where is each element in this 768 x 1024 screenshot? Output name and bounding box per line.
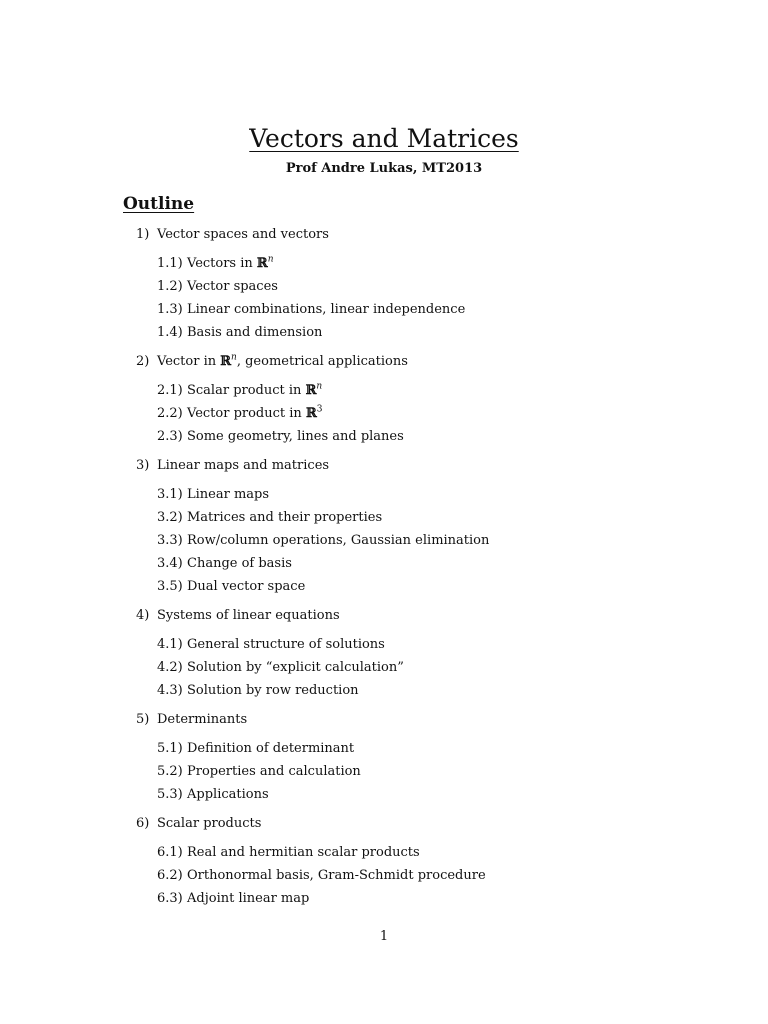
outline-subsection-number: 2.2)	[157, 406, 183, 421]
outline-subsection-text	[187, 891, 309, 906]
outline-section-text: Scalar products	[157, 816, 262, 831]
outline-subsection-number: 3.5)	[157, 579, 183, 594]
outline-subsection	[157, 682, 359, 700]
outline-subsection-text	[187, 637, 385, 652]
outline-subsection-text-pre: Linear combinations, linear independence	[187, 302, 466, 317]
outline-subsection-number: 4.1)	[157, 637, 183, 652]
outline-subsection-text-pre: Real and hermitian scalar products	[187, 845, 420, 860]
outline-subsection-text	[187, 429, 404, 444]
outline-section	[136, 226, 329, 244]
outline-section-number: 6)	[136, 816, 150, 831]
outline-subsection-text-pre: Properties and calculation	[187, 764, 361, 779]
outline-section-text: Determinants	[157, 712, 248, 727]
outline-subsection-text-pre: Some geometry, lines and planes	[187, 429, 404, 444]
outline-subsection	[157, 659, 404, 677]
outline-subsection	[157, 301, 465, 319]
outline-subsection-text-pre: Vector spaces	[187, 279, 278, 294]
outline-subsection-text-pre: General structure of solutions	[187, 637, 385, 652]
outline-section	[136, 607, 340, 625]
outline-subsection	[157, 532, 489, 550]
outline-subsection-text-pre: Basis and dimension	[187, 325, 323, 340]
outline-subsection-text	[187, 325, 322, 340]
outline-subsection-text-pre: Adjoint linear map	[187, 891, 310, 906]
outline-subsection-number: 1.4)	[157, 325, 183, 340]
outline-section-text-pre: Vector in	[157, 354, 221, 369]
outline-subsection-number: 3.2)	[157, 510, 183, 525]
outline-subsection-text	[187, 764, 361, 779]
outline-subsection	[157, 255, 274, 273]
outline-subsection	[157, 486, 269, 504]
outline-subsection-number: 5.1)	[157, 741, 183, 756]
outline-subsection-number: 4.3)	[157, 683, 183, 698]
outline-section-text	[157, 354, 408, 369]
outline-subsection-number: 5.3)	[157, 787, 183, 802]
outline-subsection-text-pre: Applications	[187, 787, 269, 802]
outline-subsection-text	[187, 383, 322, 398]
outline-subsection-text-pre: Scalar product in	[187, 383, 306, 398]
outline-subsection-number: 2.1)	[157, 383, 183, 398]
outline-subsection-text	[187, 279, 278, 294]
outline-section-text: Linear maps and matrices	[157, 458, 330, 473]
outline-subsection-text	[187, 302, 465, 317]
page-number: 1	[379, 929, 389, 944]
outline-section-text-post: , geometrical applications	[236, 354, 408, 369]
outline-subsection-text	[187, 533, 489, 548]
outline-subsection-number: 1.3)	[157, 302, 183, 317]
outline-subsection	[157, 763, 361, 781]
outline-subsection	[157, 740, 354, 758]
outline-subsection-number: 6.1)	[157, 845, 183, 860]
outline-subsection-number: 3.1)	[157, 487, 183, 502]
outline-subsection-text-pre: Vectors in	[187, 256, 257, 271]
outline-subsection-text	[187, 741, 354, 756]
outline-section	[136, 353, 408, 371]
outline-section	[136, 815, 261, 833]
outline-subsection-number: 3.4)	[157, 556, 183, 571]
outline-subsection	[157, 555, 292, 573]
outline-subsection	[157, 844, 420, 862]
real-numbers-symbol: ℝ	[305, 383, 317, 398]
real-numbers-symbol: ℝ	[220, 354, 232, 369]
superscript: n	[231, 352, 237, 363]
outline-section-number: 5)	[136, 712, 150, 727]
outline-section	[136, 457, 329, 475]
outline-subsection	[157, 786, 269, 804]
outline-subsection-text-pre: Change of basis	[187, 556, 292, 571]
outline-subsection-text-pre: Dual vector space	[187, 579, 306, 594]
outline-subsection-text	[187, 406, 322, 421]
outline-section-number: 4)	[136, 608, 150, 623]
outline-subsection-number: 6.3)	[157, 891, 183, 906]
outline-subsection	[157, 428, 404, 446]
outline-section	[136, 711, 247, 729]
outline-section-number: 2)	[136, 354, 150, 369]
outline-subsection-number: 3.3)	[157, 533, 183, 548]
outline-subsection	[157, 867, 486, 885]
outline-subsection-text	[187, 787, 269, 802]
document-title: Vectors and Matrices	[249, 124, 519, 153]
outline-subsection-text-pre: Vector product in	[187, 406, 306, 421]
outline-section-text: Vector spaces and vectors	[157, 227, 329, 242]
outline-subsection-number: 2.3)	[157, 429, 183, 444]
outline-heading: Outline	[123, 194, 195, 214]
outline-subsection-text-pre: Solution by row reduction	[187, 683, 359, 698]
outline-subsection-text-pre: Row/column operations, Gaussian elimination	[187, 533, 490, 548]
outline-subsection	[157, 509, 382, 527]
outline-subsection-text-pre: Linear maps	[187, 487, 270, 502]
outline-subsection-text	[187, 556, 292, 571]
outline-subsection	[157, 278, 278, 296]
outline-subsection-number: 1.2)	[157, 279, 183, 294]
superscript: 3	[316, 404, 323, 415]
outline-subsection	[157, 405, 322, 423]
outline-subsection	[157, 578, 305, 596]
outline-subsection	[157, 890, 309, 908]
document-author: Prof Andre Lukas, MT2013	[285, 161, 483, 176]
outline-subsection-number: 5.2)	[157, 764, 183, 779]
real-numbers-symbol: ℝ	[256, 256, 268, 271]
outline-subsection-text-pre: Orthonormal basis, Gram-Schmidt procedure	[187, 868, 486, 883]
outline-subsection	[157, 382, 322, 400]
outline-subsection-text	[187, 683, 359, 698]
outline-subsection-text	[187, 868, 486, 883]
outline-subsection	[157, 636, 385, 654]
outline-section-number: 3)	[136, 458, 150, 473]
outline-subsection-text-pre: Matrices and their properties	[187, 510, 383, 525]
outline-subsection-text	[187, 579, 305, 594]
outline-subsection-text	[187, 510, 382, 525]
outline-section-number: 1)	[136, 227, 150, 242]
outline-subsection-text	[187, 845, 420, 860]
real-numbers-symbol: ℝ	[305, 406, 317, 421]
outline-subsection-text-pre: Definition of determinant	[187, 741, 355, 756]
outline-subsection-number: 6.2)	[157, 868, 183, 883]
outline-subsection-text-pre: Solution by “explicit calculation”	[187, 660, 404, 675]
outline-subsection-number: 4.2)	[157, 660, 183, 675]
superscript: n	[316, 381, 323, 392]
outline-subsection-text	[187, 487, 269, 502]
outline-section-text: Systems of linear equations	[157, 608, 340, 623]
outline-subsection-number: 1.1)	[157, 256, 183, 271]
outline-subsection	[157, 324, 322, 342]
outline-subsection-text	[187, 256, 274, 271]
outline-subsection-text	[187, 660, 404, 675]
superscript: n	[267, 254, 274, 265]
